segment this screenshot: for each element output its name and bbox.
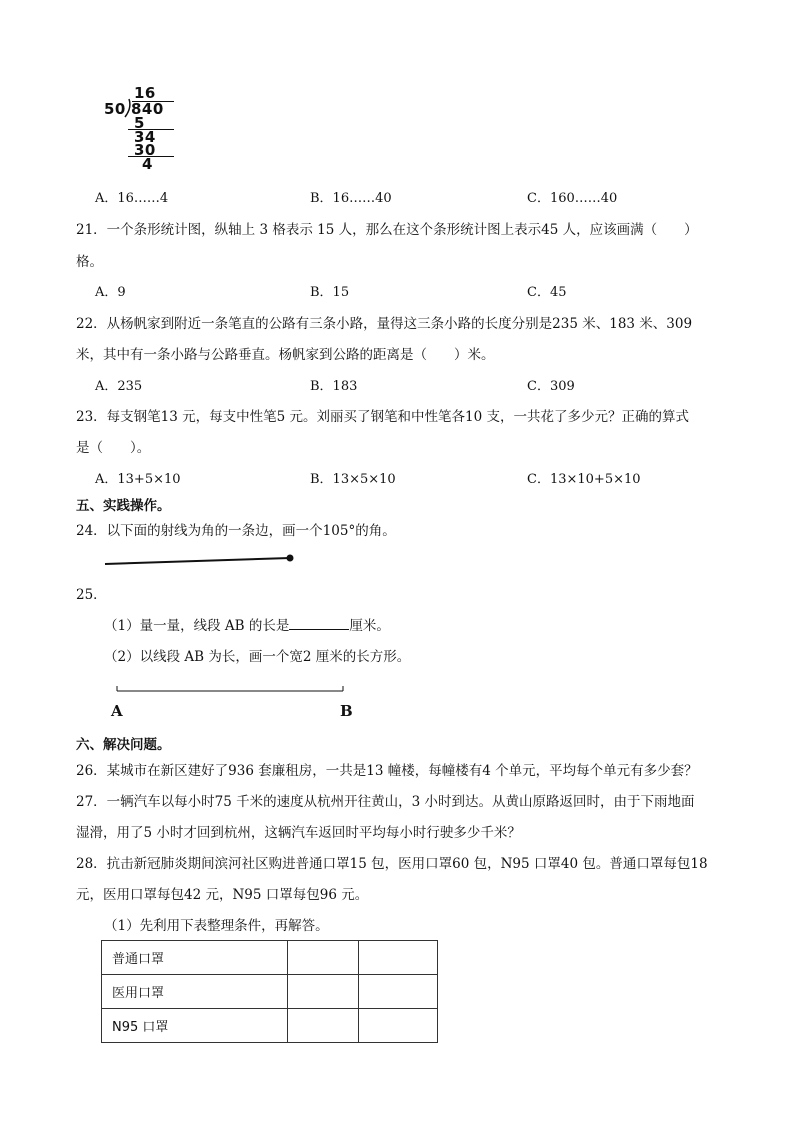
- point-a-label: A: [111, 702, 123, 720]
- q20-option-b[interactable]: B．16……40: [310, 191, 392, 206]
- q21-option-b[interactable]: B．15: [310, 285, 350, 300]
- division-divisor: 50: [104, 100, 126, 118]
- q24-ray[interactable]: [104, 552, 294, 568]
- q20-option-c[interactable]: C．160……40: [527, 191, 618, 206]
- division-step3: 30: [134, 141, 156, 159]
- q28-part1: （1）先利用下表整理条件，再解答。: [104, 918, 329, 934]
- q25-part1: [104, 614, 390, 634]
- q22-text-line1: 22．从杨帆家到附近一条笔直的公路有三条小路，量得这三条小路的长度分别是235 米、183 米、309: [76, 316, 693, 332]
- section6-heading: 六、解决问题。: [76, 737, 171, 753]
- q23-option-a[interactable]: A．13+5×10: [95, 472, 181, 487]
- table-cell-label: 普通口罩: [102, 941, 288, 975]
- table-cell-input[interactable]: [359, 975, 438, 1009]
- q25-part1-text: （1）量一量，线段 AB 的长是: [104, 618, 290, 634]
- q21-option-a[interactable]: A．9: [95, 285, 126, 300]
- table-cell-input[interactable]: [288, 941, 359, 975]
- point-b-label: B: [340, 702, 353, 720]
- table-cell-input[interactable]: [359, 941, 438, 975]
- table-row: [102, 975, 438, 1009]
- q23-text-line1: 23．每支钢笔13 元，每支中性笔5 元。刘丽买了钢笔和中性笔各10 支，一共花了多少元？正确的算式: [76, 409, 689, 425]
- division-remainder: 4: [142, 155, 153, 173]
- q20-option-a[interactable]: A．16……4: [95, 191, 169, 206]
- table-row: [102, 1009, 438, 1043]
- q23-text-line2: 是（ ）。: [76, 440, 151, 456]
- q28-text-line2: 元，医用口罩每包42 元，N95 口罩每包96 元。: [76, 887, 369, 903]
- q25-part2: （2）以线段 AB 为长，画一个宽2 厘米的长方形。: [104, 649, 411, 665]
- q23-option-b[interactable]: B．13×5×10: [310, 472, 396, 487]
- q22-option-b[interactable]: B．183: [310, 379, 358, 394]
- q28-condition-table: [101, 940, 438, 1043]
- q25-number: 25．: [76, 587, 107, 603]
- table-cell-label: N95 口罩: [102, 1009, 288, 1043]
- q21-text-line1: 21．一个条形统计图，纵轴上 3 格表示 15 人，那么在这个条形统计图上表示45 人，应该画满（ ）: [76, 222, 698, 238]
- long-division: [104, 84, 184, 174]
- division-quotient: 16: [134, 84, 156, 102]
- q22-option-c[interactable]: C．309: [527, 379, 575, 394]
- division-step2: 34: [134, 128, 156, 146]
- table-cell-input[interactable]: [288, 975, 359, 1009]
- table-cell-label: 医用口罩: [102, 975, 288, 1009]
- division-step1: 5: [134, 114, 145, 132]
- q28-text-line1: 28．抗击新冠肺炎期间滨河社区购进普通口罩15 包，医用口罩60 包，N95 口罩40 包。普通口罩每包18: [76, 856, 708, 872]
- table-row: [102, 941, 438, 975]
- q21-option-c[interactable]: C．45: [527, 285, 567, 300]
- q25-answer-blank[interactable]: [289, 617, 349, 630]
- q25-part1-unit: 厘米。: [349, 618, 390, 634]
- q22-text-line2: 米，其中有一条小路与公路垂直。杨帆家到公路的距离是（ ）米。: [76, 347, 495, 363]
- table-cell-input[interactable]: [359, 1009, 438, 1043]
- table-cell-input[interactable]: [288, 1009, 359, 1043]
- segment-ab: [114, 683, 348, 695]
- q23-option-c[interactable]: C．13×10+5×10: [527, 472, 641, 487]
- q27-text-line2: 湿滑，用了5 小时才回到杭州，这辆汽车返回时平均每小时行驶多少千米？: [76, 825, 521, 841]
- q26-text: 26．某城市在新区建好了936 套廉租房，一共是13 幢楼，每幢楼有4 个单元，平均每个单元有多少套？: [76, 763, 698, 779]
- q22-option-a[interactable]: A．235: [95, 379, 143, 394]
- section5-heading: 五、实践操作。: [76, 498, 171, 514]
- q21-text-line2: 格。: [76, 254, 103, 270]
- division-dividend: 840: [131, 100, 164, 118]
- q24-text: 24．以下面的射线为角的一条边，画一个105°的角。: [76, 523, 396, 539]
- q27-text-line1: 27．一辆汽车以每小时75 千米的速度从杭州开往黄山，3 小时到达。从黄山原路返回时，由于下雨地面: [76, 794, 695, 810]
